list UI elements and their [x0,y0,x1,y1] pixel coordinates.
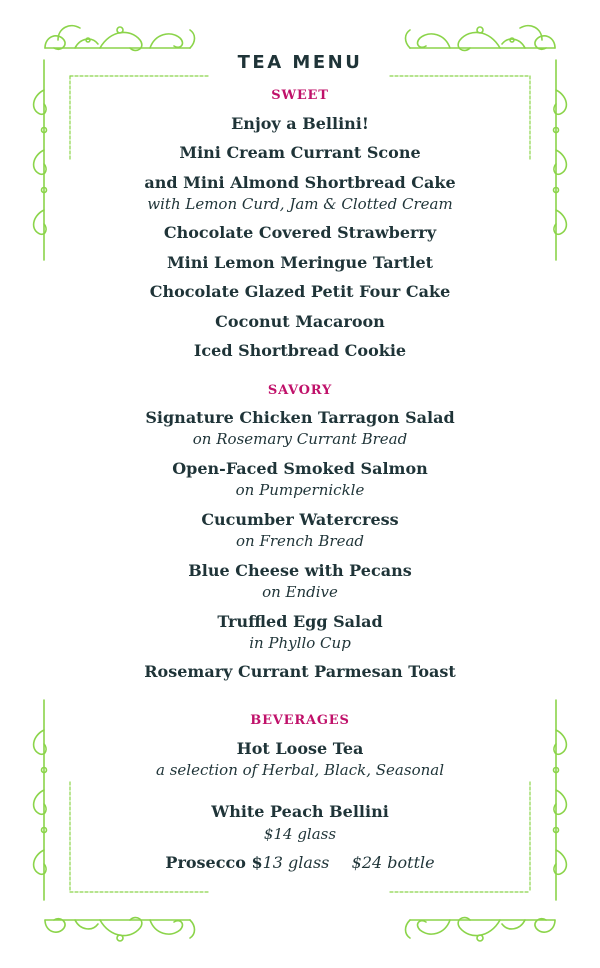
prosecco-line [0,853,600,872]
menu-item-note: a selection of Herbal, Black, Seasonal [155,761,445,779]
menu-title: TEA MENU [237,52,363,73]
prosecco-glass-price: 13 glass [262,853,330,872]
menu-item: Open-Faced Smoked Salmon [172,459,428,478]
menu-item: Blue Cheese with Pecans [188,561,412,580]
menu-item: and Mini Almond Shortbread Cake [144,173,456,192]
menu-item-note: on French Bread [235,532,365,550]
menu-item-note: on Pumpernickle [235,481,365,499]
menu-item-note: $14 glass [263,825,337,843]
menu-item: Rosemary Currant Parmesan Toast [144,662,456,681]
menu-item: White Peach Bellini [211,802,389,821]
menu-item: Truffled Egg Salad [217,612,383,631]
prosecco-bottle-price: $24 bottle [351,853,435,872]
menu-item-note: in Phyllo Cup [249,634,351,652]
menu-item: Mini Cream Currant Scone [179,143,421,162]
prosecco-name: Prosecco $ [165,853,263,872]
bottom-left-scroll [45,918,195,941]
menu-item: Enjoy a Bellini! [231,114,369,133]
menu-item-note: with Lemon Curd, Jam & Clotted Cream [147,195,453,213]
menu-item: Chocolate Glazed Petit Four Cake [149,282,451,301]
menu-item-note: on Endive [262,583,338,601]
section-heading-sweet: SWEET [271,88,329,103]
menu-item-note: on Rosemary Currant Bread [192,430,408,448]
top-left-scroll [45,26,195,51]
top-right-scroll [406,26,556,51]
menu-item: Chocolate Covered Strawberry [163,223,437,242]
menu-item: Cucumber Watercress [201,510,399,529]
section-heading-beverages: BEVERAGES [250,713,350,728]
section-heading-savory: SAVORY [267,383,333,398]
menu-item: Mini Lemon Meringue Tartlet [166,253,434,272]
menu-item: Hot Loose Tea [236,739,364,758]
menu-item: Iced Shortbread Cookie [193,341,407,360]
bottom-right-scroll [406,918,556,941]
menu-item: Signature Chicken Tarragon Salad [145,408,455,427]
menu-item: Coconut Macaroon [215,312,385,331]
